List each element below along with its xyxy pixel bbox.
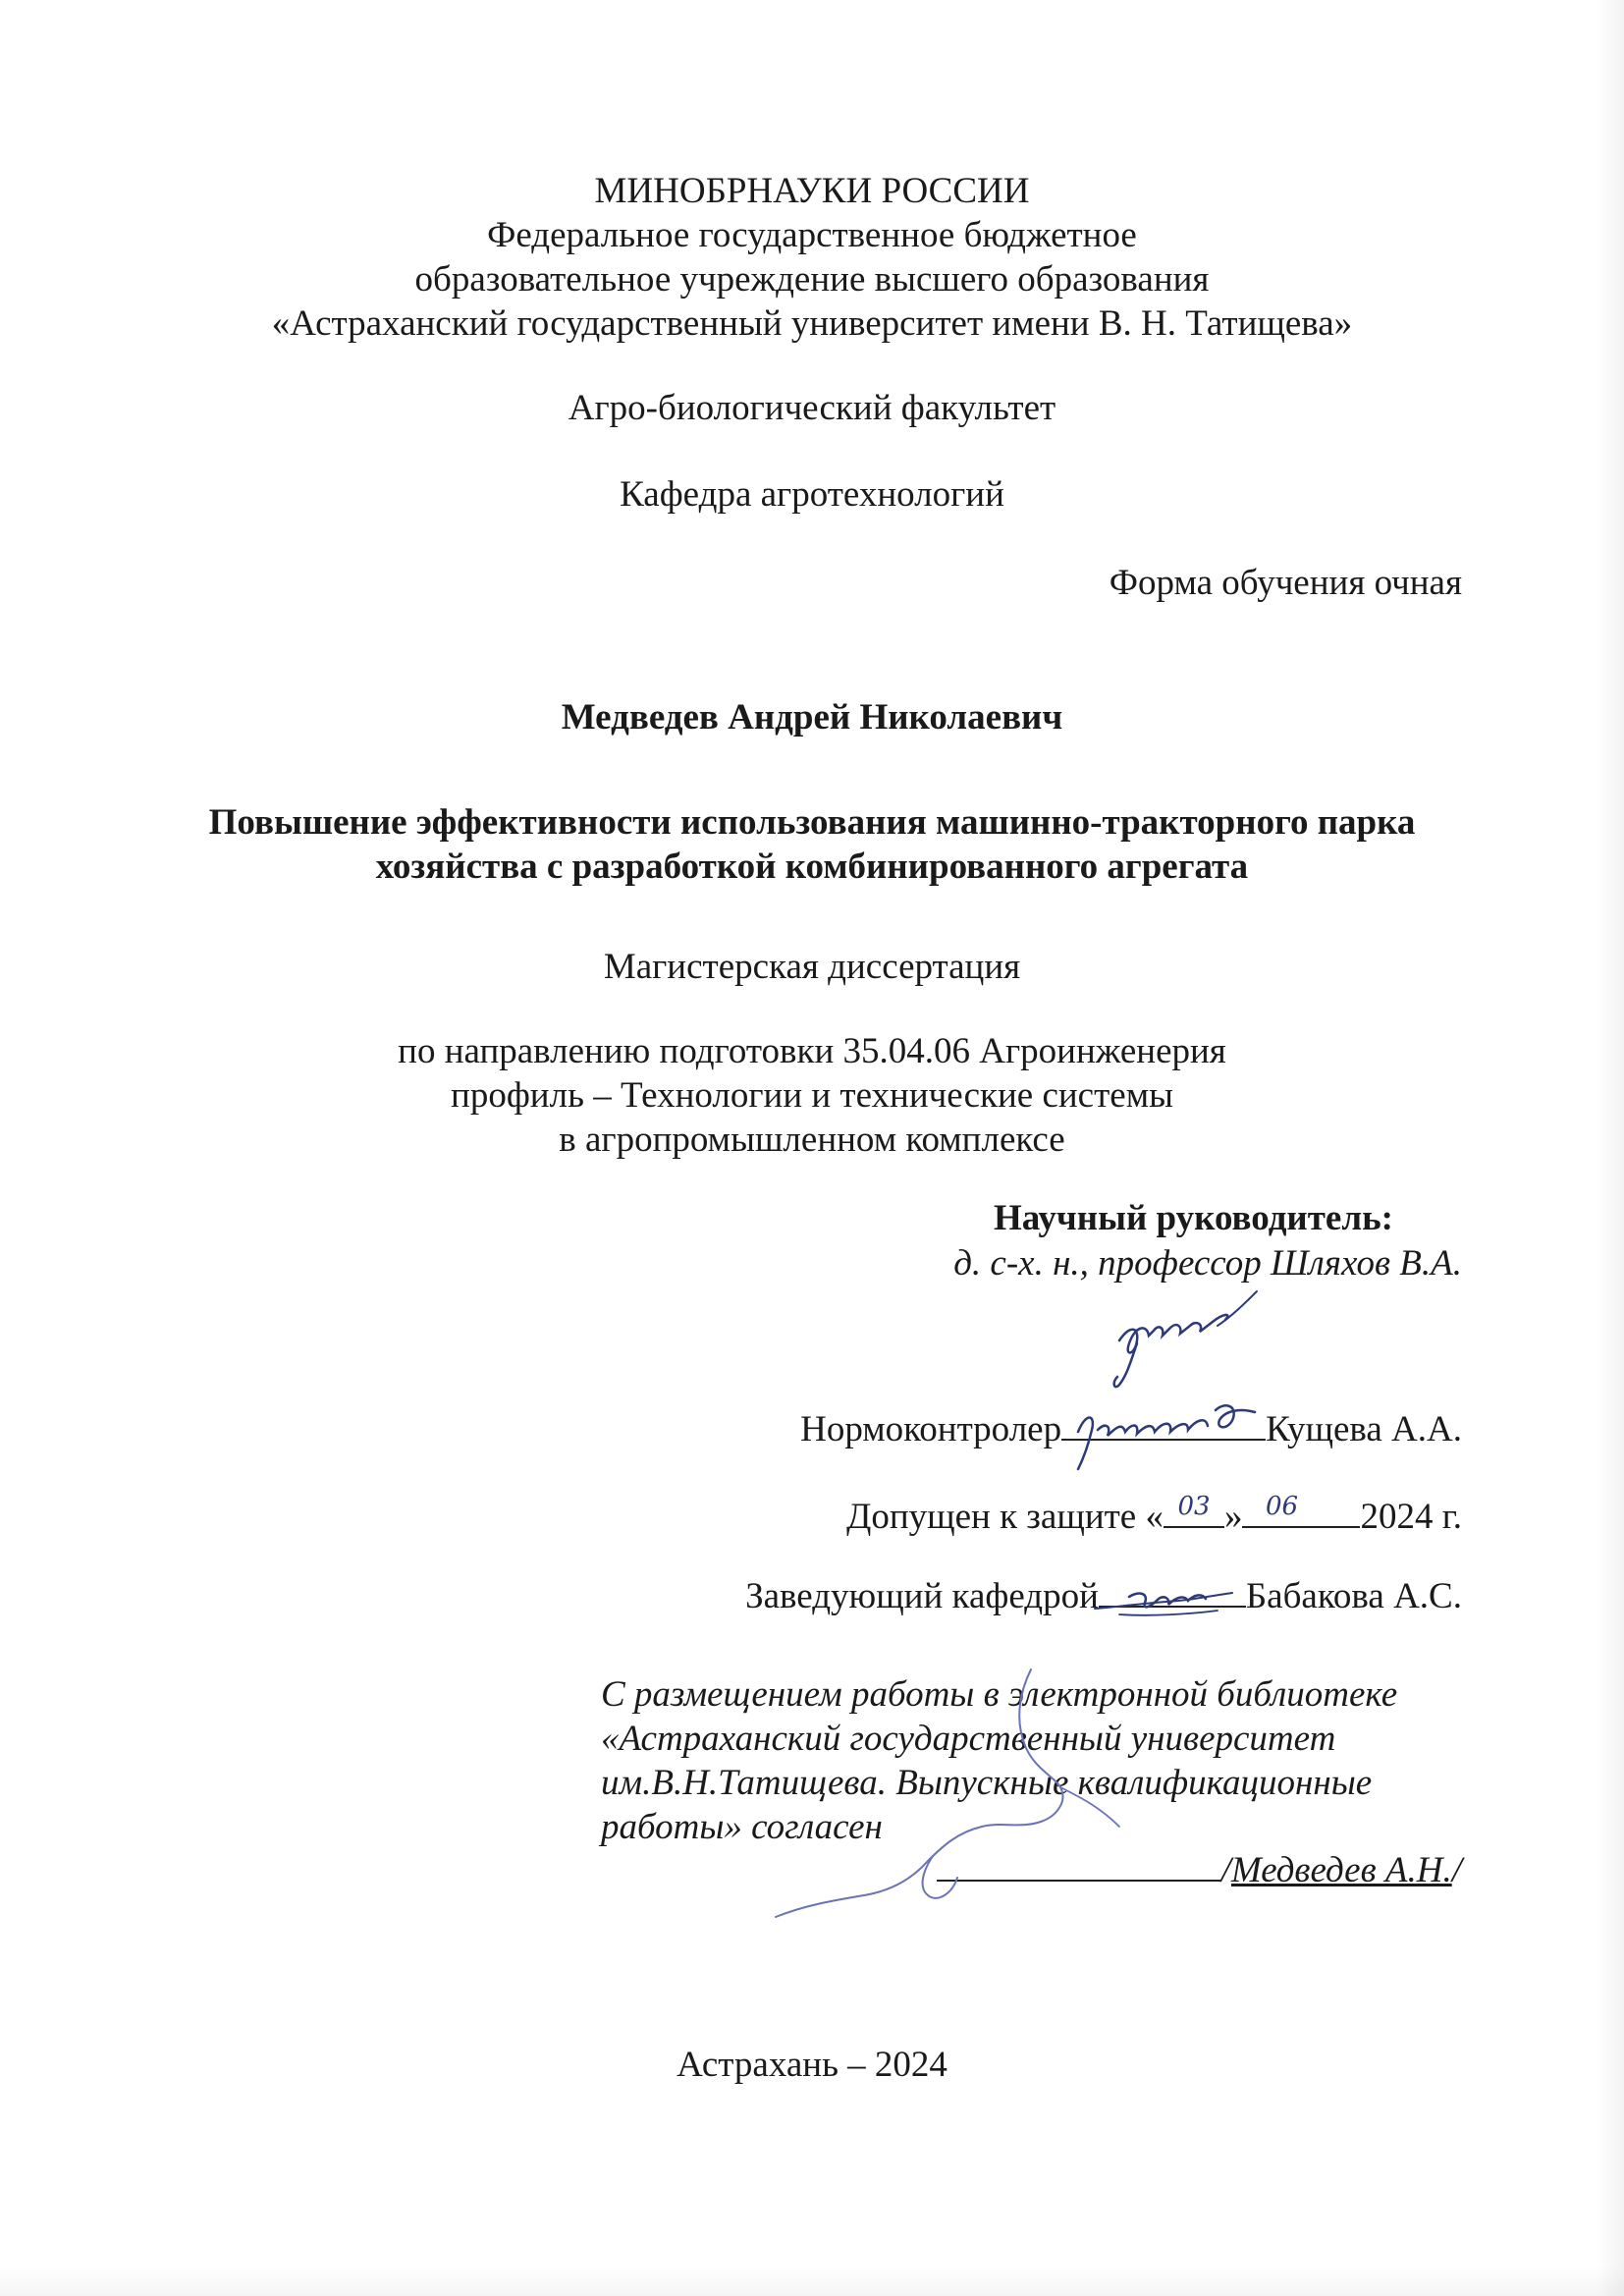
- study-form: Форма обучения очная: [1109, 563, 1462, 603]
- city-year: Астрахань – 2024: [677, 2045, 947, 2085]
- program-line-3: в агропромышленном комплексе: [559, 1120, 1065, 1160]
- supervisor-name: д. с-х. н., профессор Шляхов В.А.: [953, 1243, 1462, 1284]
- program-block: [0, 1029, 1624, 1162]
- normcontrol-name: Кущева А.А.: [1266, 1409, 1462, 1449]
- scan-edge-shadow: [1597, 0, 1624, 2296]
- department: Кафедра агротехнологий: [620, 474, 1004, 515]
- consent-line-3: им.В.Н.Татищева. Выпускные квалификационные: [601, 1763, 1373, 1803]
- admitted-month: 06: [1265, 1492, 1299, 1521]
- head-name: Бабакова А.С.: [1245, 1576, 1462, 1616]
- university-name: «Астраханский государственный университет имени В. Н. Татищева»: [271, 303, 1353, 344]
- normcontrol-signature: [1068, 1393, 1265, 1471]
- consent-slash-right: /: [1451, 1850, 1462, 1890]
- scan-bottom-shadow: [0, 2267, 1624, 2296]
- author-name: Медведев Андрей Николаевич: [561, 697, 1063, 738]
- work-type: Магистерская диссертация: [603, 947, 1021, 987]
- ministry-name: МИНОБРНАУКИ РОССИИ: [594, 171, 1030, 211]
- admitted-day: 03: [1177, 1492, 1211, 1521]
- thesis-title-line-1: Повышение эффективности использования машинно-тракторного парка: [208, 802, 1416, 843]
- admitted-row: [846, 1493, 1462, 1539]
- org-line-2: образовательное учреждение высшего образования: [414, 259, 1210, 300]
- admitted-mid: »: [1223, 1497, 1243, 1537]
- thesis-title-line-2: хозяйства с разработкой комбинированного агрегата: [375, 847, 1249, 887]
- consent-slash-left: /: [1220, 1850, 1231, 1890]
- author-signature: [756, 1660, 1227, 1925]
- program-line-2: профиль – Технологии и технические системы: [451, 1075, 1173, 1116]
- header-block: [0, 169, 1624, 346]
- faculty: Агро-биологический факультет: [568, 388, 1056, 428]
- admitted-prefix: Допущен к защите «: [846, 1497, 1164, 1537]
- consent-line-2: «Астраханский государственный университет: [601, 1719, 1336, 1759]
- consent-line-4: работы» согласен: [601, 1807, 883, 1847]
- program-line-1: по направлению подготовки 35.04.06 Агроинженерия: [398, 1031, 1226, 1071]
- normcontrol-label: Нормоконтролер: [800, 1409, 1062, 1449]
- consent-name: Медведев А.Н.: [1230, 1850, 1452, 1890]
- supervisor-label: Научный руководитель:: [994, 1198, 1393, 1238]
- admitted-month-field: [1242, 1493, 1360, 1528]
- head-label: Заведующий кафедрой: [745, 1576, 1099, 1616]
- supervisor-signature: [1100, 1286, 1267, 1394]
- admitted-day-field: [1164, 1493, 1224, 1528]
- admitted-suffix: 2024 г.: [1360, 1497, 1462, 1537]
- head-signature: [1090, 1581, 1237, 1630]
- thesis-title: [0, 800, 1624, 889]
- consent-line-1: С размещением работы в электронной библиотеке: [601, 1674, 1398, 1715]
- org-line-1: Федеральное государственное бюджетное: [487, 215, 1137, 255]
